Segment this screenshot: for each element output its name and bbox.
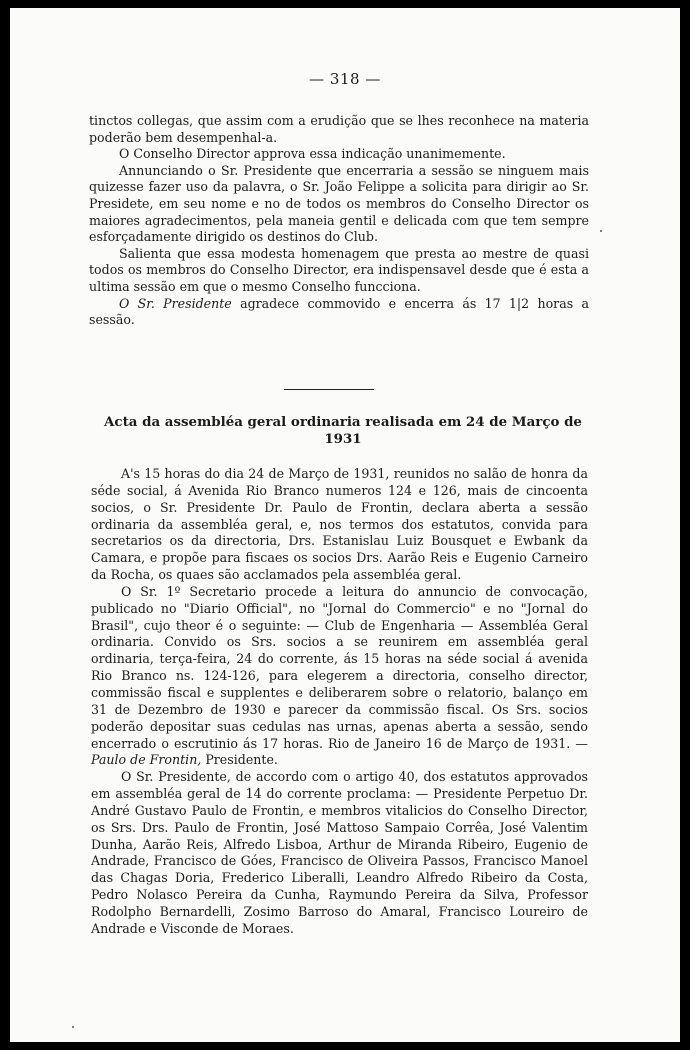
paragraph-continuation: tinctos collegas, que assim com a erudição que se lhes reconhece na materia poderão bem desempenhal-a. (89, 113, 589, 145)
paragraph-convocation (91, 584, 588, 769)
convocation-text: O Sr. 1º Secretario procede a leitura do annuncio de convocação, publicado no "Diario Official", no "Jornal do Commercio" e no "Jornal do Brasil", cujo theor é o seguinte: — Club de Engenharia — Assembléa Geral ordinaria. Convido os Srs. socios a se reunirem em assembléa geral ordinaria, terça-feira, 24 do corrente, ás 15 horas na séde social á avenida Rio Branco ns. 124-126, para elegerem a directoria, conselho director, commissão fiscal e supplentes e deliberarem sobre o relatorio, balanço em 31 de Dezembro de 1930 e parecer da commissão fiscal. Os Srs. socios poderão depositar suas cedulas nas urnas, apenas aberta a sessão, sendo encerrado o escrutinio ás 17 horas. Rio de Janeiro 16 de Março de 1931. — (91, 583, 588, 751)
paragraph-opening: A's 15 horas do dia 24 de Março de 1931, reunidos no salão de honra da séde social, á Avenida Rio Branco numeros 124 e 126, mais de cincoenta socios, o Sr. Presidente Dr. Paulo de Frontin, declara aberta a sessão ordinaria da assembléa geral, e, nos termos dos estatutos, convida para secretarios os da directoria, Drs. Estanislau Luiz Bousquet e Ewbank da Camara, e propõe para fiscaes os socios Drs. Aarão Reis e Eugenio Carneiro da Rocha, os quaes são acclamados pela assembléa geral. (91, 466, 588, 583)
paragraph-closing (89, 296, 589, 329)
signatory-italic: Paulo de Frontin, (91, 752, 202, 768)
president-italic: O Sr. Presidente (119, 295, 232, 311)
closing-text: agradece commovido e encerra ás 17 1|2 horas a sessão. (89, 295, 589, 328)
assembly-minutes-body (91, 466, 588, 938)
section-title: Acta da assembléa geral ordinaria realisada em 24 de Março de 1931 (104, 414, 582, 447)
book-page (10, 8, 680, 1042)
previous-minutes-ending (89, 113, 589, 329)
paragraph-proclamation: O Sr. Presidente, de accordo com o artigo 40, dos estatutos approvados em assembléa geral de 14 do corrente proclama: — Presidente Perpetuo Dr. André Gustavo Paulo de Frontin, e membros vitalicios do Conselho Director, os Srs. Drs. Paulo de Frontin, José Mattoso Sampaio Corrêa, José Valentim Dunha, Aarão Reis, Alfredo Lisboa, Arthur de Miranda Ribeiro, Eugenio de Andrade, Francisco de Góes, Francisco de Oliveira Passos, Francisco Manoel das Chagas Doria, Frederico Liberalli, Leandro Alfredo Ribeiro da Costa, Pedro Nolasco Pereira da Cunha, Raymundo Pereira da Silva, Professor Rodolpho Bernardelli, Zosimo Barroso do Amaral, Francisco Loureiro de Andrade e Visconde de Moraes. (91, 769, 588, 936)
section-divider (284, 389, 374, 390)
paragraph-homage: Salienta que essa modesta homenagem que presta ao mestre de quasi todos os membros do Conselho Director, era indispensavel desde que é esta a ultima sessão em que o mesmo Conselho funcciona. (89, 245, 589, 294)
paragraph-announcement: Annunciando o Sr. Presidente que encerraria a sessão se ninguem mais quizesse fazer uso da palavra, o Sr. João Felippe a solicita para dirigir ao Sr. Presidete, em seu nome e no de todos os membros do Conselho Director os maiores agradecimentos, pela maneia gentil e delicada com que tem sempre esforçadamente dirigido os destinos do Club. (89, 162, 589, 245)
page-number: — 318 — (309, 70, 381, 88)
signatory-title: Presidente. (201, 752, 278, 768)
print-speck (72, 1026, 74, 1028)
print-speck (600, 230, 602, 232)
paragraph-approval: O Conselho Director approva essa indicação unanimemente. (119, 146, 506, 162)
